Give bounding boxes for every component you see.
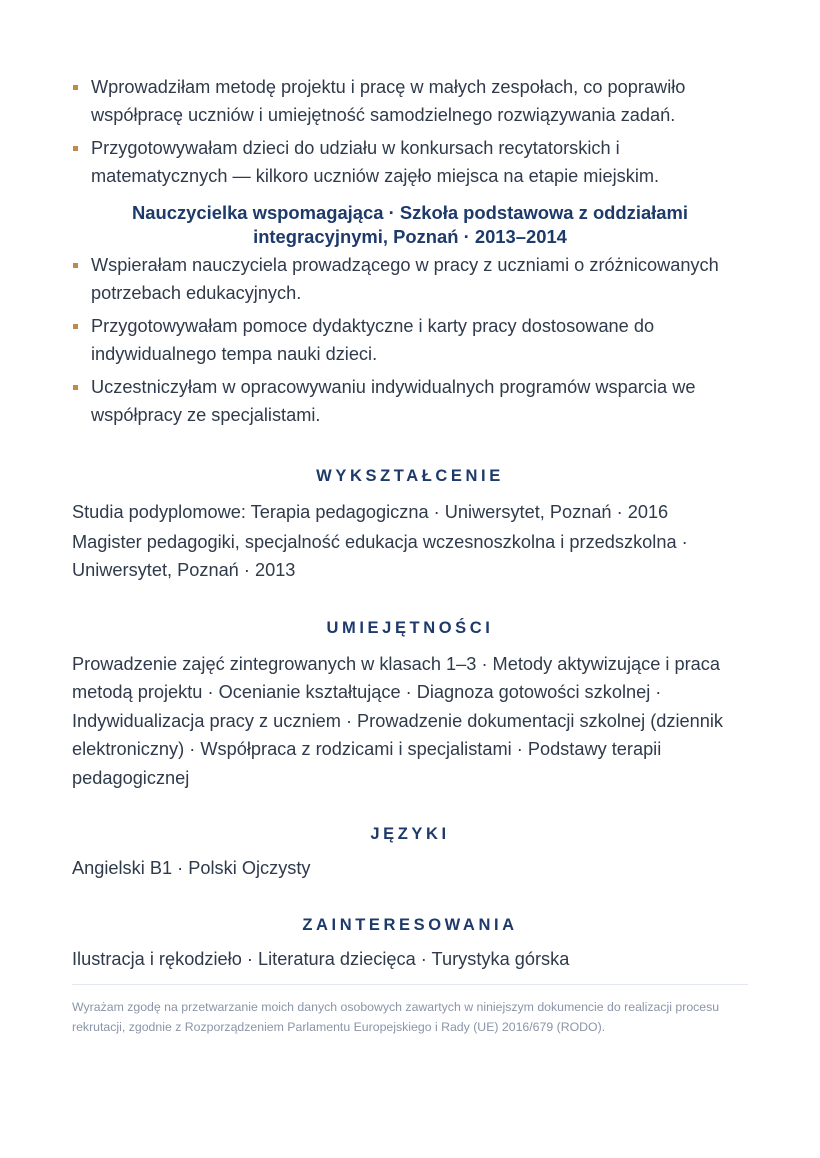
languages-text: Angielski B1 · Polski Ojczysty	[72, 858, 311, 878]
bullet-text: Przygotowywałam dzieci do udziału w konkursach recytatorskich i matematycznych — kilkoro uczniów zajęło miejsca na etapie miejskim.	[91, 138, 660, 186]
bullet-item	[72, 251, 748, 307]
skills-text: Prowadzenie zajęć zintegrowanych w klasach 1–3 · Metody aktywizujące i praca metodą projektu · Ocenianie kształtujące · Diagnoza gotowości szkolnej · Indywidualizacja pracy z uczniem · Prowadzenie dokumentacji szkolnej (dziennik elektroniczny) · Współpraca z rodzicami i specjalistami · Podstawy terapii pedagogicznej	[72, 653, 724, 788]
job-bullets	[72, 251, 748, 429]
interests-text: Ilustracja i rękodzieło · Literatura dziecięca · Turystyka górska	[72, 948, 570, 969]
bullet-text: Wspierałam nauczyciela prowadzącego w pracy z uczniami o zróżnicowanych potrzebach edukacyjnych.	[91, 255, 719, 303]
bullet-square-icon	[73, 146, 78, 151]
footer-divider	[72, 984, 748, 985]
education-item: Magister pedagogiki, specjalność edukacja wczesnoszkolna i przedszkolna · Uniwersytet, Poznań · 2013	[72, 531, 688, 580]
resume-page	[72, 73, 748, 973]
skills-heading: UMIEJĘTNOŚCI	[326, 618, 494, 637]
bullet-item	[72, 312, 748, 368]
bullet-item	[72, 134, 748, 190]
education-item: Studia podyplomowe: Terapia pedagogiczna · Uniwersytet, Poznań · 2016	[72, 502, 669, 522]
job-title: Nauczycielka wspomagająca · Szkoła podstawowa z oddziałami integracyjnymi, Poznań · 2013–2014	[132, 202, 688, 247]
bullet-square-icon	[73, 324, 78, 329]
bullet-square-icon	[73, 85, 78, 90]
bullet-item	[72, 73, 748, 129]
bullet-square-icon	[73, 385, 78, 390]
education-heading: WYKSZTAŁCENIE	[316, 467, 504, 485]
bullet-item	[72, 373, 748, 429]
previous-job-bullets	[72, 73, 748, 190]
bullet-text: Przygotowywałam pomoce dydaktyczne i karty pracy dostosowane do indywidualnego tempa nauki dzieci.	[91, 316, 655, 364]
languages-heading: JĘZYKI	[370, 825, 450, 843]
rodo-consent-clause: Wyrażam zgodę na przetwarzanie moich danych osobowych zawartych w niniejszym dokumencie do realizacji procesu rekrutacji, zgodnie z Rozporządzeniem Parlamentu Europejskiego i Rady (UE) 2016/679 (RODO).	[72, 1000, 720, 1034]
bullet-square-icon	[73, 263, 78, 268]
interests-heading: ZAINTERESOWANIA	[302, 915, 518, 934]
bullet-text: Wprowadziłam metodę projektu i pracę w małych zespołach, co poprawiło współpracę uczniów i umiejętność samodzielnego rozwiązywania zadań.	[91, 77, 686, 125]
bullet-text: Uczestniczyłam w opracowywaniu indywidualnych programów wsparcia we współpracy ze specjalistami.	[91, 377, 696, 425]
